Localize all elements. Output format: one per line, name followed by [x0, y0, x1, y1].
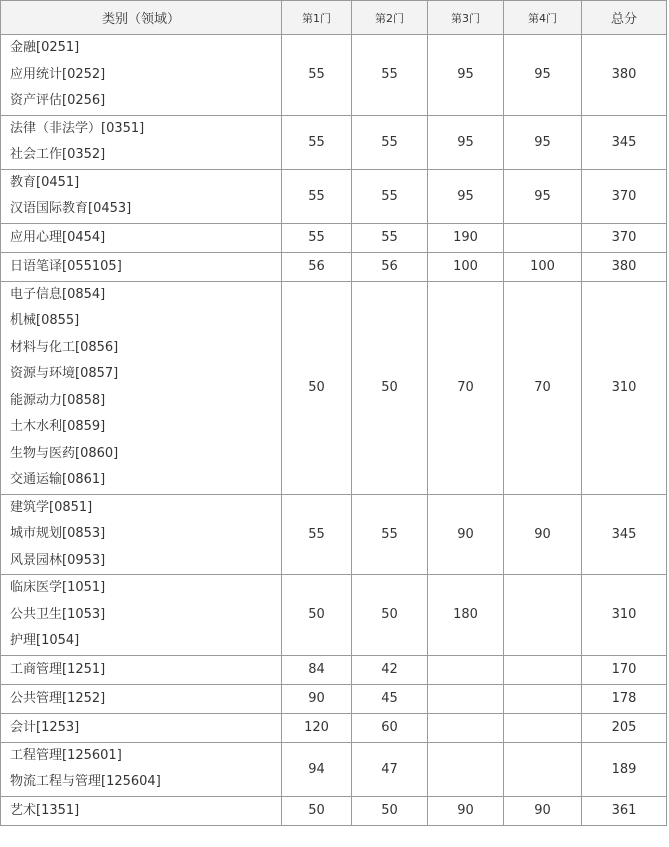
subject-1-score: 120: [282, 713, 352, 742]
category-cell: [1, 494, 282, 575]
category-label: 风景园林[0953]: [10, 552, 106, 568]
category-label: 城市规划[0853]: [10, 526, 106, 541]
subject-1-score: 84: [282, 655, 352, 684]
category-label: 生物与医药[0860]: [10, 445, 119, 461]
total-score: 178: [582, 684, 667, 713]
subject-2-score: 45: [352, 684, 428, 713]
total-score: 170: [582, 655, 667, 684]
subject-2-score: 42: [352, 655, 428, 684]
subject-3-score: 95: [428, 115, 504, 169]
subject-1-score: 55: [282, 494, 352, 575]
category-label: 教育[0451]: [10, 174, 80, 190]
subject-3-score: 180: [428, 575, 504, 656]
subject-3-score: [428, 713, 504, 742]
category-cell: [1, 575, 282, 656]
header-subject-2: 第2门: [352, 1, 428, 35]
table-row: [1, 494, 667, 575]
subject-1-score: 50: [282, 796, 352, 825]
subject-2-score: 55: [352, 494, 428, 575]
category-label: 能源动力[0858]: [10, 392, 106, 408]
subject-4-score: [504, 684, 582, 713]
subject-2-score: 56: [352, 252, 428, 281]
subject-4-score: [504, 655, 582, 684]
table-row: [1, 35, 667, 116]
category-cell: [1, 713, 282, 742]
category-label: 法律（非法学）[0351]: [10, 120, 145, 136]
subject-2-score: 47: [352, 742, 428, 796]
table-row: [1, 115, 667, 169]
category-label: 工商管理[1251]: [10, 661, 106, 677]
table-row: [1, 169, 667, 223]
subject-3-score: 95: [428, 169, 504, 223]
subject-4-score: 95: [504, 35, 582, 116]
category-cell: [1, 35, 282, 116]
subject-2-score: 50: [352, 575, 428, 656]
category-label: 护理[1054]: [10, 633, 80, 648]
subject-1-score: 55: [282, 169, 352, 223]
total-score: 370: [582, 223, 667, 252]
table-row: [1, 796, 667, 825]
subject-1-score: 50: [282, 575, 352, 656]
category-cell: [1, 223, 282, 252]
subject-4-score: 90: [504, 494, 582, 575]
subject-4-score: 70: [504, 281, 582, 494]
subject-2-score: 50: [352, 796, 428, 825]
table-body: [1, 35, 667, 826]
total-score: 370: [582, 169, 667, 223]
table-row: [1, 655, 667, 684]
category-label: 公共管理[1252]: [10, 690, 106, 706]
subject-4-score: 95: [504, 115, 582, 169]
subject-3-score: 190: [428, 223, 504, 252]
subject-4-score: [504, 742, 582, 796]
subject-2-score: 50: [352, 281, 428, 494]
subject-2-score: 55: [352, 169, 428, 223]
subject-4-score: 90: [504, 796, 582, 825]
category-label: 物流工程与管理[125604]: [10, 774, 161, 789]
category-label: 工程管理[125601]: [10, 747, 122, 763]
category-label: 会计[1253]: [10, 719, 80, 735]
subject-1-score: 94: [282, 742, 352, 796]
subject-2-score: 55: [352, 223, 428, 252]
category-label: 金融[0251]: [10, 40, 80, 55]
category-label: 材料与化工[0856]: [10, 339, 119, 355]
header-subject-1: 第1门: [282, 1, 352, 35]
total-score: 380: [582, 252, 667, 281]
total-score: 361: [582, 796, 667, 825]
subject-3-score: 90: [428, 796, 504, 825]
total-score: 189: [582, 742, 667, 796]
subject-1-score: 90: [282, 684, 352, 713]
category-cell: [1, 684, 282, 713]
category-label: 临床医学[1051]: [10, 580, 106, 595]
total-score: 310: [582, 281, 667, 494]
category-cell: [1, 796, 282, 825]
category-cell: [1, 281, 282, 494]
subject-2-score: 55: [352, 35, 428, 116]
subject-4-score: 95: [504, 169, 582, 223]
table-row: [1, 281, 667, 494]
category-label: 建筑学[0851]: [10, 499, 93, 515]
header-total: 总分: [582, 1, 667, 35]
table-row: [1, 742, 667, 796]
table-row: [1, 713, 667, 742]
subject-1-score: 56: [282, 252, 352, 281]
subject-3-score: [428, 655, 504, 684]
subject-1-score: 50: [282, 281, 352, 494]
total-score: 310: [582, 575, 667, 656]
subject-3-score: 70: [428, 281, 504, 494]
subject-4-score: [504, 223, 582, 252]
category-cell: [1, 169, 282, 223]
header-subject-4: 第4门: [504, 1, 582, 35]
category-label: 资源与环境[0857]: [10, 366, 119, 381]
category-label: 应用统计[0252]: [10, 66, 106, 82]
category-label: 交通运输[0861]: [10, 472, 106, 487]
table-row: [1, 223, 667, 252]
header-subject-3: 第3门: [428, 1, 504, 35]
total-score: 345: [582, 494, 667, 575]
table-row: [1, 252, 667, 281]
table-header: [1, 1, 667, 35]
header-row: [1, 1, 667, 35]
subject-1-score: 55: [282, 35, 352, 116]
category-label: 机械[0855]: [10, 313, 80, 328]
category-label: 汉语国际教育[0453]: [10, 201, 132, 216]
subject-4-score: 100: [504, 252, 582, 281]
subject-4-score: [504, 713, 582, 742]
category-label: 资产评估[0256]: [10, 93, 106, 108]
category-label: 日语笔译[055105]: [10, 258, 122, 274]
subject-4-score: [504, 575, 582, 656]
table-row: [1, 575, 667, 656]
total-score: 345: [582, 115, 667, 169]
subject-1-score: 55: [282, 115, 352, 169]
subject-2-score: 55: [352, 115, 428, 169]
subject-2-score: 60: [352, 713, 428, 742]
subject-3-score: 95: [428, 35, 504, 116]
category-cell: [1, 115, 282, 169]
category-label: 社会工作[0352]: [10, 147, 106, 162]
category-cell: [1, 742, 282, 796]
subject-3-score: 100: [428, 252, 504, 281]
category-label: 土木水利[0859]: [10, 419, 106, 434]
category-cell: [1, 655, 282, 684]
subject-3-score: [428, 684, 504, 713]
total-score: 380: [582, 35, 667, 116]
subject-1-score: 55: [282, 223, 352, 252]
category-label: 电子信息[0854]: [10, 286, 106, 302]
category-label: 应用心理[0454]: [10, 229, 106, 245]
category-label: 艺术[1351]: [10, 802, 80, 818]
total-score: 205: [582, 713, 667, 742]
category-cell: [1, 252, 282, 281]
table-row: [1, 684, 667, 713]
header-category: 类别（领域）: [1, 1, 282, 35]
subject-3-score: [428, 742, 504, 796]
category-label: 公共卫生[1053]: [10, 606, 106, 622]
subject-3-score: 90: [428, 494, 504, 575]
